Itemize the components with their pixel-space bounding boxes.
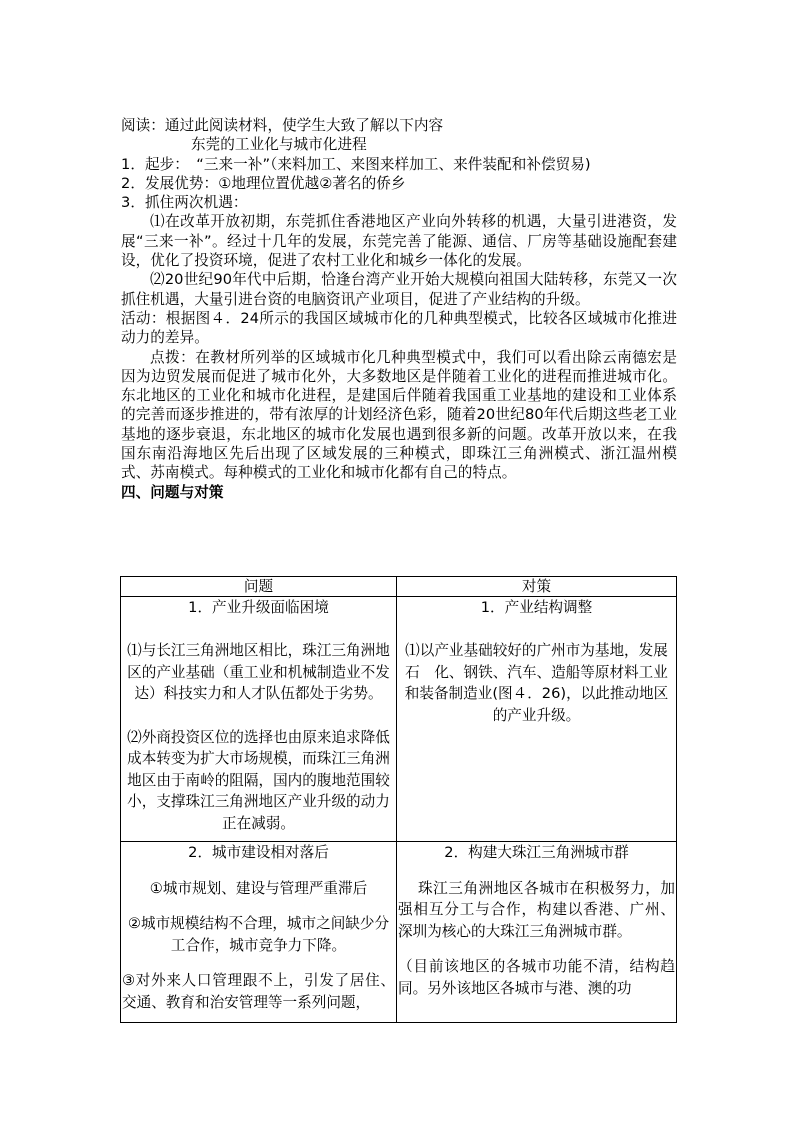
problem-text-city-2: ②城市规模结构不合理，城市之间缺少分工合作，城市竞争力下降。 <box>127 915 390 954</box>
problem-cell-city <box>121 842 397 1023</box>
reading-intro: 阅读：通过此阅读材料，使学生大致了解以下内容 <box>121 117 444 134</box>
section-heading: 四、问题与对策 <box>121 483 224 501</box>
reading-item-start: 1．起步： “三来一补”（来料加工、来图来样加工、来件装配和补偿贸易) <box>121 155 591 173</box>
solution-text-city-2: （目前该地区的各城市功能不清，结构趋同。另外该地区各城市与港、澳的功 <box>398 958 675 997</box>
problem-cell-industry <box>121 597 397 842</box>
reading-item-advantage: 2．发展优势：①地理位置优越②著名的侨乡 <box>121 174 406 192</box>
problem-text-city-1: ①城市规划、建设与管理严重滞后 <box>149 879 368 897</box>
table-row <box>121 842 677 1023</box>
solution-title-industry: 1．产业结构调整 <box>480 599 593 616</box>
solution-cell-city <box>397 842 677 1023</box>
header-solution: 对策 <box>397 577 677 597</box>
table-header-row <box>121 577 677 597</box>
problem-text-city-3: ③对外来人口管理跟不上，引发了居住、交通、教育和治安管理等一系列问题， <box>122 972 395 1011</box>
solution-text-industry-1: ⑴以产业基础较好的广州市为基地，发展石 化、钢铁、汽车、造船等原材料工业和装备制造业(图４．26)，以此推动地区的产业升级。 <box>404 642 669 724</box>
problem-text-industry-1: ⑴与长江三角洲地区相比，珠江三角洲地区的产业基础（重工业和机械制造业不发达）科技实力和人才队伍都处于劣势。 <box>127 642 390 703</box>
header-problem: 问题 <box>121 577 397 597</box>
tip-text: 点拨：在教材所列举的区域城市化几种典型模式中，我们可以看出除云南德宏是因为边贸发展而促进了城市化外，大多数地区是伴随着工业化的进程而推进城市化。东北地区的工业化和城市化进程，是建国后伴随着我国重工业基地的建设和工业体系的完善而逐步推进的，带有浓厚的计划经济色彩，随着20世纪80年代后期这些老工业基地的逐步衰退，东北地区的城市化发展也遇到很多新的问题。改革开放以来，在我国东南沿海地区先后出现了区域发展的三种模式，即珠江三角洲模式、浙江温州模式、苏南模式。每种模式的工业化和城市化都有自己的特点。 <box>121 348 677 482</box>
reading-paragraph-2: ⑵20世纪90年代中后期，恰逢台湾产业开始大规模向祖国大陆转移，东莞又一次抓住机遇，大量引进台资的电脑资讯产业项目，促进了产业结构的升级。 <box>121 271 677 308</box>
solution-cell-industry <box>397 597 677 842</box>
solution-title-city: 2．构建大珠江三角洲城市群 <box>444 844 629 861</box>
problem-title-industry: 1．产业升级面临困境 <box>188 599 329 616</box>
solution-text-city-1: 珠江三角洲地区各城市在积极努力，加强相互分工与合作，构建以香港、广州、深圳为核心的大珠江三角洲城市群。 <box>398 879 675 940</box>
table-row <box>121 597 677 842</box>
reading-item-opportunities: 3．抓住两次机遇： <box>121 194 248 212</box>
problem-text-industry-2: ⑵外商投资区位的选择也由原来追求降低成本转变为扩大市场规模，而珠江三角洲地区由于南岭的阻隔，国内的腹地范围较小，支撑珠江三角洲地区产业升级的动力正在减弱。 <box>127 728 390 832</box>
reading-title: 东莞的工业化与城市化进程 <box>191 136 367 154</box>
activity-text: 活动：根据图４．24所示的我国区域城市化的几种典型模式，比较各区域城市化推进动力的差异。 <box>121 309 677 347</box>
problem-title-city: 2．城市建设相对落后 <box>188 844 329 861</box>
problem-solution-table <box>120 576 677 1023</box>
reading-paragraph-1: ⑴在改革开放初期，东莞抓住香港地区产业向外转移的机遇，大量引进港资，发展“三来一补”。经过十几年的发展，东莞完善了能源、通信、厂房等基础设施配套建设，优化了投资环境，促进了农村工业化和城乡一体化的发展。 <box>121 213 677 270</box>
reading-material <box>121 116 677 502</box>
